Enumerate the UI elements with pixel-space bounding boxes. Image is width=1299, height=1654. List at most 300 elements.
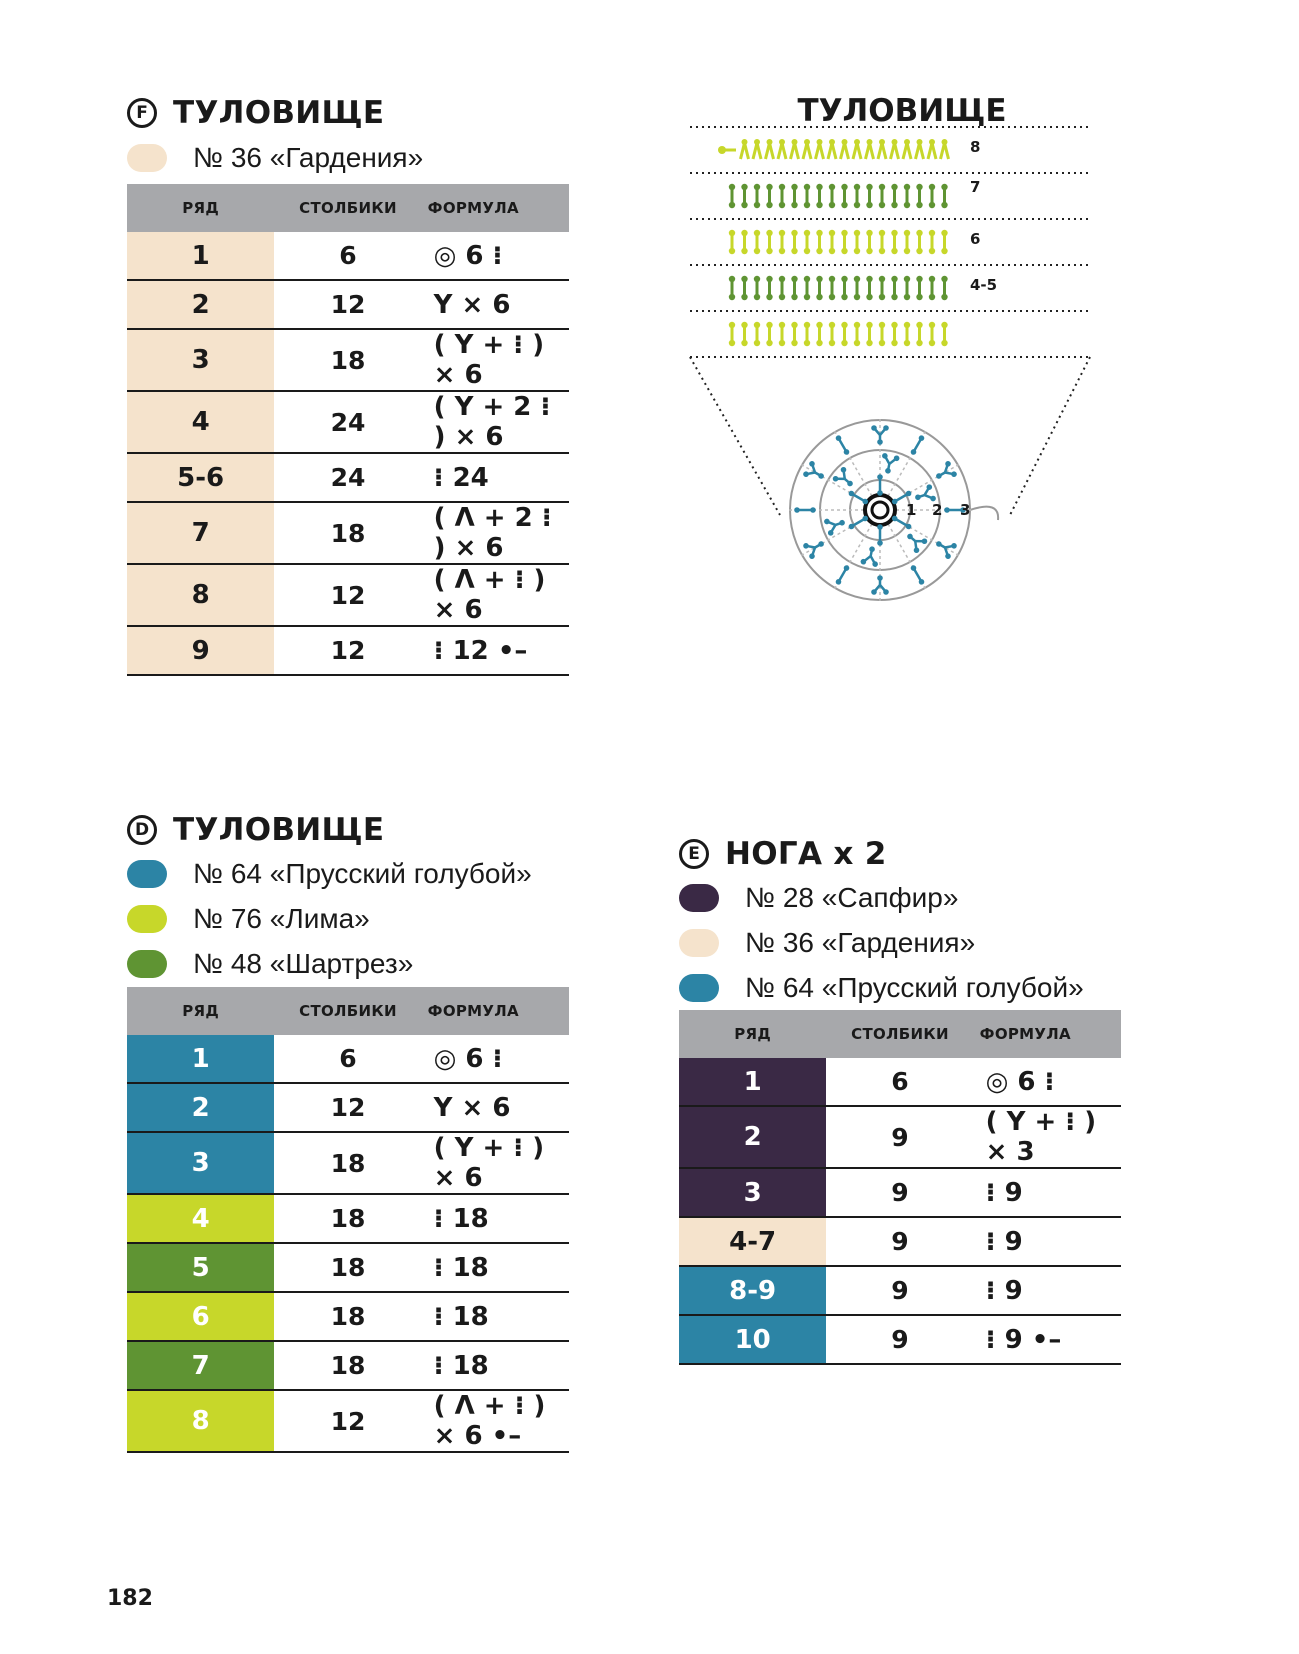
formula-cell: ( Y + ⁝ ) × 6 xyxy=(422,1132,569,1194)
single-crochet-mark xyxy=(804,248,810,254)
row-number-cell: 3 xyxy=(679,1168,826,1217)
single-crochet-mark xyxy=(891,230,897,236)
diagram-row-label: 4-5 xyxy=(970,276,998,294)
single-crochet-mark xyxy=(866,202,872,208)
section-f-header xyxy=(127,93,569,133)
single-crochet-mark xyxy=(766,340,772,346)
single-crochet-mark xyxy=(741,276,747,282)
single-crochet-mark xyxy=(916,340,922,346)
decrease-stitch-mark xyxy=(878,143,886,159)
single-crochet-mark xyxy=(941,184,947,190)
stitch-count-cell: 9 xyxy=(826,1168,973,1217)
stitch-count-cell: 24 xyxy=(274,391,421,453)
single-crochet-mark xyxy=(741,202,747,208)
single-crochet-mark xyxy=(729,340,735,346)
formula-cell: Y × 6 xyxy=(422,280,569,329)
single-crochet-mark xyxy=(804,340,810,346)
single-crochet-mark xyxy=(891,248,897,254)
single-crochet-mark xyxy=(866,230,872,236)
formula-cell: ⁝ 9 xyxy=(974,1266,1121,1315)
yarn-color-swatch xyxy=(127,905,167,933)
single-crochet-mark xyxy=(941,322,947,328)
row-number-cell: 2 xyxy=(127,1083,274,1132)
yarn-label: № 64 «Прусский голубой» xyxy=(193,857,532,889)
row-number-cell: 4-7 xyxy=(679,1217,826,1266)
single-crochet-mark xyxy=(791,230,797,236)
row-number-cell: 10 xyxy=(679,1315,826,1364)
single-crochet-mark xyxy=(891,276,897,282)
formula-cell: ( Λ + 2 ⁝ ) × 6 xyxy=(422,502,569,564)
yarn-color-swatch xyxy=(127,860,167,888)
table-row xyxy=(679,1217,1121,1266)
single-crochet-mark xyxy=(866,276,872,282)
section-d xyxy=(127,810,569,1453)
table-column-header: РЯД xyxy=(127,987,274,1035)
table-row xyxy=(127,1083,569,1132)
single-crochet-mark xyxy=(816,248,822,254)
formula-cell: Y × 6 xyxy=(422,1083,569,1132)
decrease-stitch-mark xyxy=(892,139,898,145)
single-crochet-mark xyxy=(891,184,897,190)
funnel-line xyxy=(1010,357,1090,515)
yarn-item xyxy=(127,135,569,180)
single-crochet-mark xyxy=(916,276,922,282)
single-crochet-mark xyxy=(841,322,847,328)
single-crochet-mark xyxy=(916,248,922,254)
section-d-header xyxy=(127,810,569,850)
single-crochet-mark xyxy=(916,184,922,190)
formula-cell: ⁝ 9 xyxy=(974,1168,1121,1217)
row-number-cell: 9 xyxy=(127,626,274,675)
single-crochet-mark xyxy=(854,230,860,236)
single-crochet-mark xyxy=(941,230,947,236)
single-crochet-mark xyxy=(879,294,885,300)
increase-stitch-mark xyxy=(823,513,847,536)
diagram-row-label: 8 xyxy=(970,138,981,156)
decrease-stitch-mark xyxy=(741,143,749,159)
row-number-cell: 5-6 xyxy=(127,453,274,502)
single-crochet-mark xyxy=(741,248,747,254)
single-crochet-mark xyxy=(941,276,947,282)
single-crochet-mark xyxy=(741,294,747,300)
section-e-yarn-list xyxy=(679,875,1121,1010)
single-crochet-mark xyxy=(791,340,797,346)
decrease-stitch-mark xyxy=(804,139,810,145)
single-crochet-mark xyxy=(829,230,835,236)
table-header-row xyxy=(127,987,569,1035)
table-row xyxy=(127,453,569,502)
formula-cell: ( Λ + ⁝ ) × 6 xyxy=(422,564,569,626)
slip-stitch-mark xyxy=(718,146,726,154)
single-crochet-mark xyxy=(854,184,860,190)
decrease-stitch-mark xyxy=(816,143,824,159)
diagram-ring-label: 2 xyxy=(932,501,943,519)
stitch-count-cell: 18 xyxy=(274,502,421,564)
decrease-stitch-mark xyxy=(929,139,935,145)
decrease-stitch-mark xyxy=(842,139,848,145)
funnel-line xyxy=(690,357,780,515)
table-row xyxy=(127,564,569,626)
single-crochet-mark xyxy=(766,294,772,300)
single-crochet-mark xyxy=(729,294,735,300)
single-crochet-mark xyxy=(766,202,772,208)
single-crochet-mark xyxy=(929,230,935,236)
single-crochet-mark xyxy=(854,248,860,254)
decrease-stitch-mark xyxy=(916,143,924,159)
formula-cell: ◎ 6 ⁝ xyxy=(422,232,569,280)
single-crochet-mark xyxy=(729,184,735,190)
section-f-badge: F xyxy=(127,98,157,128)
single-crochet-mark xyxy=(910,434,926,456)
formula-cell: ⁝ 12 •– xyxy=(422,626,569,675)
table-row xyxy=(127,626,569,675)
formula-cell: ⁝ 18 xyxy=(422,1194,569,1243)
single-crochet-mark xyxy=(904,184,910,190)
stitch-count-cell: 12 xyxy=(274,626,421,675)
single-crochet-mark xyxy=(754,322,760,328)
single-crochet-mark xyxy=(929,340,935,346)
single-crochet-mark xyxy=(794,507,816,513)
yarn-item xyxy=(679,875,1121,920)
row-number-cell: 1 xyxy=(127,1035,274,1083)
table-column-header: ФОРМУЛА xyxy=(422,184,569,232)
table-row xyxy=(127,280,569,329)
single-crochet-mark xyxy=(879,276,885,282)
table-row xyxy=(679,1106,1121,1168)
stitch-count-cell: 12 xyxy=(274,1390,421,1452)
decrease-stitch-mark xyxy=(828,143,836,159)
table-row xyxy=(127,1341,569,1390)
single-crochet-mark xyxy=(741,322,747,328)
yarn-color-swatch xyxy=(679,974,719,1002)
single-crochet-mark xyxy=(891,322,897,328)
single-crochet-mark xyxy=(816,322,822,328)
decrease-stitch-mark xyxy=(903,143,911,159)
yarn-item xyxy=(679,965,1121,1010)
formula-cell: ⁝ 24 xyxy=(422,453,569,502)
single-crochet-mark xyxy=(791,276,797,282)
single-crochet-mark xyxy=(929,294,935,300)
table-header-row xyxy=(679,1010,1121,1058)
single-crochet-mark xyxy=(916,202,922,208)
single-crochet-mark xyxy=(741,184,747,190)
single-crochet-mark xyxy=(804,294,810,300)
section-f-title: ТУЛОВИЩЕ xyxy=(173,95,385,131)
single-crochet-mark xyxy=(879,340,885,346)
spiral-end xyxy=(970,507,998,520)
section-f xyxy=(127,93,569,676)
formula-cell: ( Λ + ⁝ ) × 6 •– xyxy=(422,1390,569,1452)
single-crochet-mark xyxy=(854,322,860,328)
single-crochet-mark xyxy=(791,184,797,190)
single-crochet-mark xyxy=(904,230,910,236)
single-crochet-mark xyxy=(779,276,785,282)
single-crochet-mark xyxy=(829,340,835,346)
stitch-count-cell: 18 xyxy=(274,1132,421,1194)
single-crochet-mark xyxy=(791,248,797,254)
table-row xyxy=(127,1194,569,1243)
table-row xyxy=(127,329,569,391)
table-header-row xyxy=(127,184,569,232)
decrease-stitch-mark xyxy=(767,139,773,145)
single-crochet-mark xyxy=(841,202,847,208)
single-crochet-mark xyxy=(729,230,735,236)
single-crochet-mark xyxy=(729,322,735,328)
stitch-count-cell: 9 xyxy=(826,1106,973,1168)
single-crochet-mark xyxy=(877,524,883,546)
single-crochet-mark xyxy=(754,276,760,282)
single-crochet-mark xyxy=(879,184,885,190)
single-crochet-mark xyxy=(754,340,760,346)
single-crochet-mark xyxy=(816,184,822,190)
single-crochet-mark xyxy=(729,202,735,208)
decrease-stitch-mark xyxy=(866,143,874,159)
section-d-yarn-list xyxy=(127,851,569,986)
table-column-header: СТОЛБИКИ xyxy=(274,184,421,232)
single-crochet-mark xyxy=(916,230,922,236)
increase-stitch-mark xyxy=(879,453,900,476)
decrease-stitch-mark xyxy=(742,139,748,145)
decrease-stitch-mark xyxy=(854,139,860,145)
decrease-stitch-mark xyxy=(917,139,923,145)
single-crochet-mark xyxy=(779,340,785,346)
single-crochet-mark xyxy=(766,184,772,190)
table-row xyxy=(679,1315,1121,1364)
section-d-badge: D xyxy=(127,815,157,845)
single-crochet-mark xyxy=(804,322,810,328)
yarn-label: № 64 «Прусский голубой» xyxy=(745,971,1084,1003)
single-crochet-mark xyxy=(816,230,822,236)
row-number-cell: 2 xyxy=(127,280,274,329)
row-number-cell: 1 xyxy=(679,1058,826,1106)
yarn-label: № 28 «Сапфир» xyxy=(745,881,959,913)
single-crochet-mark xyxy=(741,340,747,346)
stitch-count-cell: 18 xyxy=(274,1341,421,1390)
yarn-label: № 76 «Лима» xyxy=(193,902,370,934)
diagram-row-label: 7 xyxy=(970,178,981,196)
single-crochet-mark xyxy=(854,294,860,300)
single-crochet-mark xyxy=(766,322,772,328)
stitch-count-cell: 18 xyxy=(274,1292,421,1341)
formula-cell: ( Y + ⁝ ) × 6 xyxy=(422,329,569,391)
single-crochet-mark xyxy=(904,248,910,254)
single-crochet-mark xyxy=(879,248,885,254)
section-e-table xyxy=(679,1010,1121,1365)
single-crochet-mark xyxy=(891,340,897,346)
single-crochet-mark xyxy=(929,202,935,208)
table-row xyxy=(679,1168,1121,1217)
decrease-stitch-mark xyxy=(753,143,761,159)
single-crochet-mark xyxy=(754,202,760,208)
diagram-ring-label: 1 xyxy=(906,501,917,519)
table-row xyxy=(127,1390,569,1452)
row-number-cell: 8 xyxy=(127,1390,274,1452)
stitch-count-cell: 6 xyxy=(274,1035,421,1083)
single-crochet-mark xyxy=(779,230,785,236)
row-number-cell: 3 xyxy=(127,1132,274,1194)
increase-stitch-mark xyxy=(871,575,889,595)
row-number-cell: 3 xyxy=(127,329,274,391)
single-crochet-mark xyxy=(904,322,910,328)
magic-ring xyxy=(865,495,895,525)
single-crochet-mark xyxy=(829,202,835,208)
section-f-yarn-list xyxy=(127,135,569,180)
stitch-count-cell: 6 xyxy=(826,1058,973,1106)
table-row xyxy=(679,1266,1121,1315)
yarn-label: № 48 «Шартрез» xyxy=(193,947,414,979)
single-crochet-mark xyxy=(829,322,835,328)
table-column-header: РЯД xyxy=(127,184,274,232)
single-crochet-mark xyxy=(766,248,772,254)
single-crochet-mark xyxy=(829,294,835,300)
row-number-cell: 6 xyxy=(127,1292,274,1341)
single-crochet-mark xyxy=(866,294,872,300)
single-crochet-mark xyxy=(879,202,885,208)
table-column-header: ФОРМУЛА xyxy=(974,1010,1121,1058)
row-number-cell: 8-9 xyxy=(679,1266,826,1315)
section-d-table xyxy=(127,987,569,1453)
row-number-cell: 4 xyxy=(127,1194,274,1243)
stitch-count-cell: 18 xyxy=(274,1194,421,1243)
section-e xyxy=(679,834,1121,1365)
decrease-stitch-mark xyxy=(803,143,811,159)
single-crochet-mark xyxy=(866,248,872,254)
yarn-color-swatch xyxy=(679,884,719,912)
single-crochet-mark xyxy=(916,294,922,300)
single-crochet-mark xyxy=(754,184,760,190)
single-crochet-mark xyxy=(829,248,835,254)
formula-cell: ( Y + ⁝ ) × 3 xyxy=(974,1106,1121,1168)
single-crochet-mark xyxy=(829,184,835,190)
stitch-count-cell: 12 xyxy=(274,564,421,626)
row-number-cell: 4 xyxy=(127,391,274,453)
table-row xyxy=(127,1292,569,1341)
decrease-stitch-mark xyxy=(779,139,785,145)
stitch-count-cell: 9 xyxy=(826,1266,973,1315)
decrease-stitch-mark xyxy=(791,143,799,159)
single-crochet-mark xyxy=(766,276,772,282)
formula-cell: ◎ 6 ⁝ xyxy=(974,1058,1121,1106)
decrease-stitch-mark xyxy=(942,139,948,145)
formula-cell: ⁝ 9 •– xyxy=(974,1315,1121,1364)
decrease-stitch-mark xyxy=(928,143,936,159)
single-crochet-mark xyxy=(941,294,947,300)
single-crochet-mark xyxy=(841,248,847,254)
table-row xyxy=(127,391,569,453)
single-crochet-mark xyxy=(866,184,872,190)
single-crochet-mark xyxy=(879,230,885,236)
table-column-header: ФОРМУЛА xyxy=(422,987,569,1035)
decrease-stitch-mark xyxy=(754,139,760,145)
table-column-header: СТОЛБИКИ xyxy=(274,987,421,1035)
single-crochet-mark xyxy=(779,322,785,328)
body-crochet-diagram xyxy=(680,125,1120,665)
diagram-row-label: 6 xyxy=(970,230,981,248)
single-crochet-mark xyxy=(841,184,847,190)
formula-cell: ⁝ 18 xyxy=(422,1292,569,1341)
formula-cell: ⁝ 9 xyxy=(974,1217,1121,1266)
decrease-stitch-mark xyxy=(817,139,823,145)
table-column-header: РЯД xyxy=(679,1010,826,1058)
single-crochet-mark xyxy=(754,230,760,236)
single-crochet-mark xyxy=(929,248,935,254)
single-crochet-mark xyxy=(929,276,935,282)
yarn-label: № 36 «Гардения» xyxy=(193,141,424,173)
single-crochet-mark xyxy=(841,276,847,282)
single-crochet-mark xyxy=(941,248,947,254)
single-crochet-mark xyxy=(904,294,910,300)
table-row xyxy=(679,1058,1121,1106)
section-e-header xyxy=(679,834,1121,874)
decrease-stitch-mark xyxy=(778,143,786,159)
decrease-stitch-mark xyxy=(904,139,910,145)
stitch-count-cell: 9 xyxy=(826,1315,973,1364)
single-crochet-mark xyxy=(891,202,897,208)
yarn-color-swatch xyxy=(127,144,167,172)
single-crochet-mark xyxy=(929,322,935,328)
yarn-item xyxy=(127,941,569,986)
single-crochet-mark xyxy=(791,322,797,328)
decrease-stitch-mark xyxy=(792,139,798,145)
single-crochet-mark xyxy=(866,322,872,328)
single-crochet-mark xyxy=(904,202,910,208)
single-crochet-mark xyxy=(791,294,797,300)
single-crochet-mark xyxy=(835,564,851,586)
single-crochet-mark xyxy=(941,340,947,346)
decrease-stitch-mark xyxy=(941,143,949,159)
single-crochet-mark xyxy=(779,202,785,208)
single-crochet-mark xyxy=(741,230,747,236)
increase-stitch-mark xyxy=(871,425,889,445)
single-crochet-mark xyxy=(904,276,910,282)
single-crochet-mark xyxy=(754,294,760,300)
single-crochet-mark xyxy=(841,294,847,300)
increase-stitch-mark xyxy=(802,535,828,560)
single-crochet-mark xyxy=(891,294,897,300)
single-crochet-mark xyxy=(916,322,922,328)
stitch-count-cell: 18 xyxy=(274,329,421,391)
stitch-count-cell: 9 xyxy=(826,1217,973,1266)
decrease-stitch-mark xyxy=(891,143,899,159)
decrease-stitch-mark xyxy=(841,143,849,159)
single-crochet-mark xyxy=(854,202,860,208)
row-number-cell: 2 xyxy=(679,1106,826,1168)
table-row xyxy=(127,1035,569,1083)
stitch-count-cell: 12 xyxy=(274,280,421,329)
row-number-cell: 1 xyxy=(127,232,274,280)
single-crochet-mark xyxy=(841,340,847,346)
formula-cell: ⁝ 18 xyxy=(422,1341,569,1390)
stitch-count-cell: 6 xyxy=(274,232,421,280)
increase-stitch-mark xyxy=(802,460,828,485)
increase-stitch-mark xyxy=(932,460,958,485)
table-row xyxy=(127,1132,569,1194)
stitch-count-cell: 12 xyxy=(274,1083,421,1132)
single-crochet-mark xyxy=(866,340,872,346)
single-crochet-mark xyxy=(729,276,735,282)
page-number: 182 xyxy=(107,1586,153,1611)
table-row xyxy=(127,502,569,564)
row-number-cell: 7 xyxy=(127,1341,274,1390)
single-crochet-mark xyxy=(854,276,860,282)
single-crochet-mark xyxy=(791,202,797,208)
stitch-count-cell: 24 xyxy=(274,453,421,502)
section-e-badge: E xyxy=(679,839,709,869)
single-crochet-mark xyxy=(816,294,822,300)
decrease-stitch-mark xyxy=(766,143,774,159)
yarn-label: № 36 «Гардения» xyxy=(745,926,976,958)
single-crochet-mark xyxy=(835,434,851,456)
